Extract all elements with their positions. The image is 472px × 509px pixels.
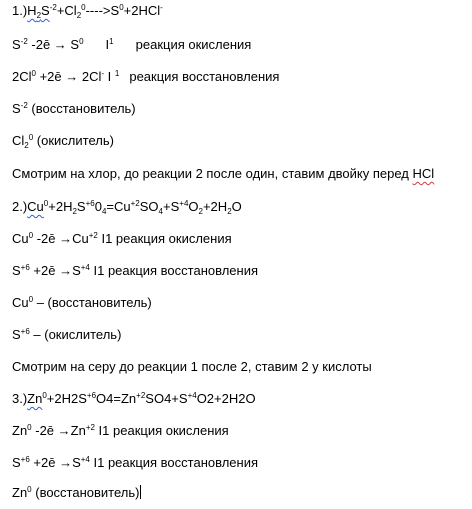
text: I (104, 69, 115, 84)
text: Zn (12, 485, 28, 500)
superscript: 0 (43, 199, 49, 208)
text: 1.) (12, 3, 28, 18)
superscript: +2 (130, 199, 140, 208)
reducer-line-3 (12, 485, 141, 501)
superscript: +6 (20, 263, 30, 272)
text: +2H (48, 199, 73, 214)
equation-line-1 (12, 3, 163, 19)
text: -2ē →Cu (33, 231, 89, 246)
oxidizer-line-1 (12, 133, 114, 149)
superscript: +6 (85, 199, 95, 208)
superscript: 1 (114, 69, 120, 78)
superscript: 0 (28, 133, 34, 142)
text: I (105, 37, 110, 52)
superscript: +6 (20, 455, 30, 464)
text: -2ē → S (27, 37, 80, 52)
subscript: 2 (72, 207, 77, 216)
text: =Cu (106, 199, 131, 214)
text: O (188, 199, 199, 214)
text: SO (139, 199, 159, 214)
superscript: +6 (20, 327, 30, 336)
text: I1 реакция окисления (94, 423, 229, 438)
text: SO4+S (145, 391, 188, 406)
text: +S (163, 199, 180, 214)
text: O2+2H2O (196, 391, 256, 406)
h2s-formula: $H_2S$ (27, 3, 50, 20)
text: +2H (202, 199, 228, 214)
superscript: +2 (136, 391, 146, 400)
text: Cu (12, 295, 29, 310)
text: +2ē →S (29, 455, 81, 470)
text: +Cl (56, 3, 77, 18)
superscript: -2 (20, 101, 28, 110)
superscript: +2 (85, 423, 95, 432)
text: ---->S (85, 3, 120, 18)
explanation-line-1 (12, 166, 434, 182)
superscript: - (101, 69, 105, 78)
text: 3.) (12, 391, 28, 406)
text: +2H2S (46, 391, 87, 406)
text: I1 реакция окисления (97, 231, 232, 246)
superscript: 0 (28, 231, 34, 240)
superscript: -2 (20, 37, 28, 46)
text: Cu (12, 231, 29, 246)
text: +2ē →S (29, 263, 81, 278)
superscript: -2 (49, 3, 57, 12)
reducer-line-2 (12, 295, 152, 311)
superscript: 0 (27, 485, 32, 494)
text: 2Cl (12, 69, 32, 84)
text: реакция окисления (135, 37, 252, 52)
text: O (231, 199, 242, 214)
superscript: +4 (187, 391, 197, 400)
subscript: 2 (198, 207, 203, 216)
text: Смотрим на серу до реакции 1 после 2, ставим 2 у кислоты (12, 359, 372, 374)
text: Смотрим на хлор, до реакции 2 после один, ставим двойку перед (12, 166, 413, 181)
text: – (восстановитель) (33, 295, 152, 310)
oxidation-line-3 (12, 423, 229, 439)
equation-line-3 (12, 391, 256, 407)
subscript: 2 (24, 141, 29, 150)
text: (окислитель) (33, 133, 114, 148)
superscript: 0 (31, 69, 36, 78)
text: O4=Zn (96, 391, 137, 406)
superscript: 1 (109, 37, 114, 46)
zn-formula: Zn (27, 391, 43, 406)
reduction-line-3 (12, 455, 258, 471)
text: (восстановитель) (27, 101, 136, 116)
superscript: +2 (88, 231, 98, 240)
text: I1 реакция восстановления (89, 263, 259, 278)
superscript: 0 (81, 3, 86, 12)
text: S (12, 37, 21, 52)
text: реакция восстановления (129, 69, 280, 84)
equation-line-2 (12, 199, 242, 215)
subscript: 2 (76, 11, 82, 20)
text: Cl (12, 133, 25, 148)
reduction-line-1 (12, 69, 279, 85)
superscript: 0 (79, 37, 84, 46)
text: S (76, 199, 86, 214)
superscript: +6 (86, 391, 97, 400)
cu-formula: Cu (27, 199, 44, 214)
superscript: +4 (179, 199, 189, 208)
oxidizer-line-2 (12, 327, 121, 343)
superscript: 0 (119, 3, 124, 12)
superscript: +4 (80, 455, 90, 464)
text: -2ē →Zn (31, 423, 86, 438)
text-cursor[interactable] (140, 485, 141, 499)
reduction-line-2 (12, 263, 258, 279)
text: +2ē → 2Cl (35, 69, 102, 84)
text: S (12, 455, 21, 470)
text: 2.) (12, 199, 28, 214)
text: Zn (12, 423, 28, 438)
superscript: 0 (42, 391, 47, 400)
reducer-line-1 (12, 101, 136, 117)
hcl-formula: HCl (412, 166, 435, 181)
text: S (12, 101, 21, 116)
subscript: 4 (158, 207, 163, 216)
text: – (окислитель) (29, 327, 122, 342)
oxidation-line-2 (12, 231, 232, 247)
superscript: 0 (27, 423, 32, 432)
explanation-line-2 (12, 359, 372, 375)
text: S (12, 327, 21, 342)
subscript: 4 (101, 207, 107, 216)
text: +2HCl (123, 3, 161, 18)
superscript: - (160, 3, 163, 12)
text: S (12, 263, 21, 278)
subscript: 2 (227, 207, 232, 216)
text: 0 (94, 199, 102, 214)
superscript: 0 (28, 295, 34, 304)
text: I1 реакция восстановления (89, 455, 259, 470)
text: (восстановитель) (31, 485, 140, 500)
superscript: +4 (80, 263, 90, 272)
oxidation-line-1 (12, 37, 251, 53)
